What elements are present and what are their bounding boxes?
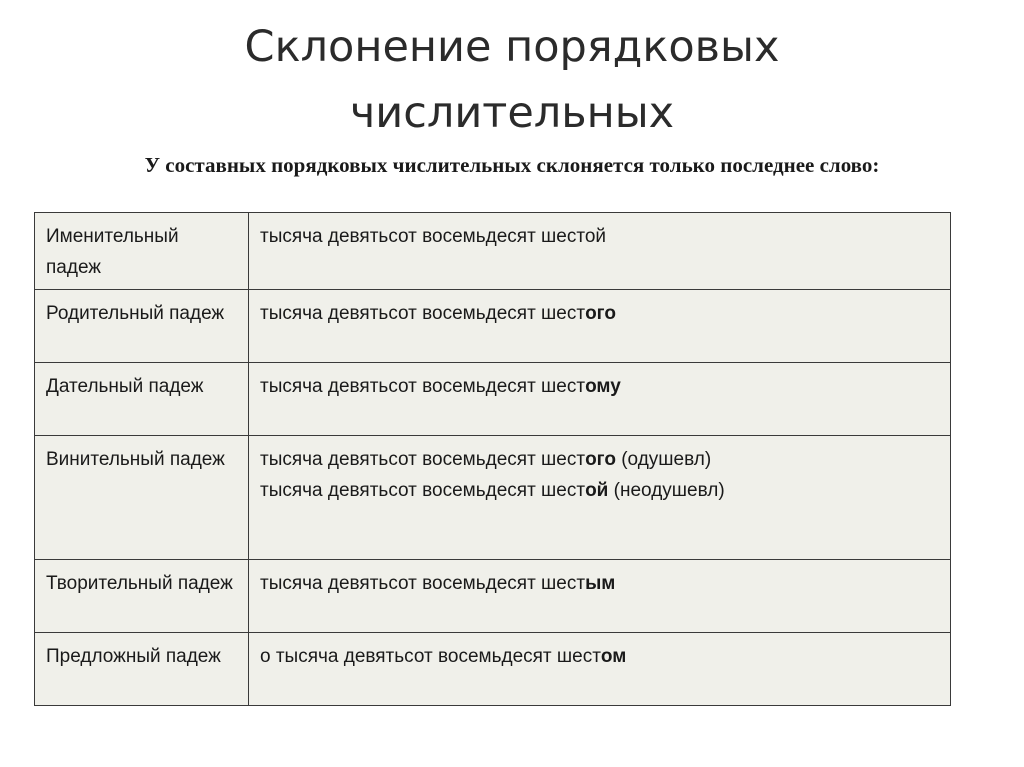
form-line [260,568,939,599]
case-name-cell [35,560,249,633]
case-name: Дательный падеж [46,376,204,397]
declension-table [34,212,951,706]
form-ending: ого [585,449,616,470]
slide-title-line-1: Склонение порядковых [244,22,780,72]
form-note: (одушевл) [615,449,712,470]
form-line [260,371,939,402]
form-stem: тысяча девятьсот восемьдесят шест [260,480,586,501]
case-name: Винительный падеж [46,449,225,470]
form-line [260,641,939,672]
form-ending: ым [585,573,616,594]
table-row-dative [35,363,951,436]
case-form-cell [249,633,951,706]
form-ending: ом [600,646,627,667]
case-name: Именительный падеж [46,226,179,278]
slide-title [0,14,1024,146]
table-row-instrumental [35,560,951,633]
form-stem: тысяча девятьсот восемьдесят шест [260,303,586,324]
case-name-cell [35,290,249,363]
table-row-accusative [35,436,951,560]
slide-subtitle: У составных порядковых числительных склоняется только последнее слово: [144,153,880,177]
case-name: Родительный падеж [46,303,225,324]
form-stem: тысяча девятьсот восемьдесят шест [260,449,586,470]
table-row-prepositional [35,633,951,706]
form-line [260,298,939,329]
table-row-nominative [35,213,951,290]
form-ending: ой [585,480,609,501]
case-name: Творительный падеж [46,573,233,594]
form-line [260,444,939,475]
slide-title-line-2: числительных [349,88,675,138]
case-name-cell [35,436,249,560]
case-form-cell [249,363,951,436]
case-name-cell [35,363,249,436]
form-stem: тысяча девятьсот восемьдесят шест [260,573,586,594]
case-name-cell [35,213,249,290]
case-name: Предложный падеж [46,646,221,667]
case-name-cell [35,633,249,706]
case-form-cell [249,560,951,633]
form-stem: тысяча девятьсот восемьдесят шест [260,376,586,397]
case-form-cell [249,213,951,290]
form-note: (неодушевл) [608,480,725,501]
table-row-genitive [35,290,951,363]
form-stem: о тысяча девятьсот восемьдесят шест [260,646,601,667]
form-ending: ому [585,376,621,397]
form-stem: тысяча девятьсот восемьдесят шестой [260,226,607,247]
case-form-cell [249,290,951,363]
form-ending: ого [585,303,616,324]
case-form-cell [249,436,951,560]
form-line [260,221,939,252]
form-line [260,475,939,506]
